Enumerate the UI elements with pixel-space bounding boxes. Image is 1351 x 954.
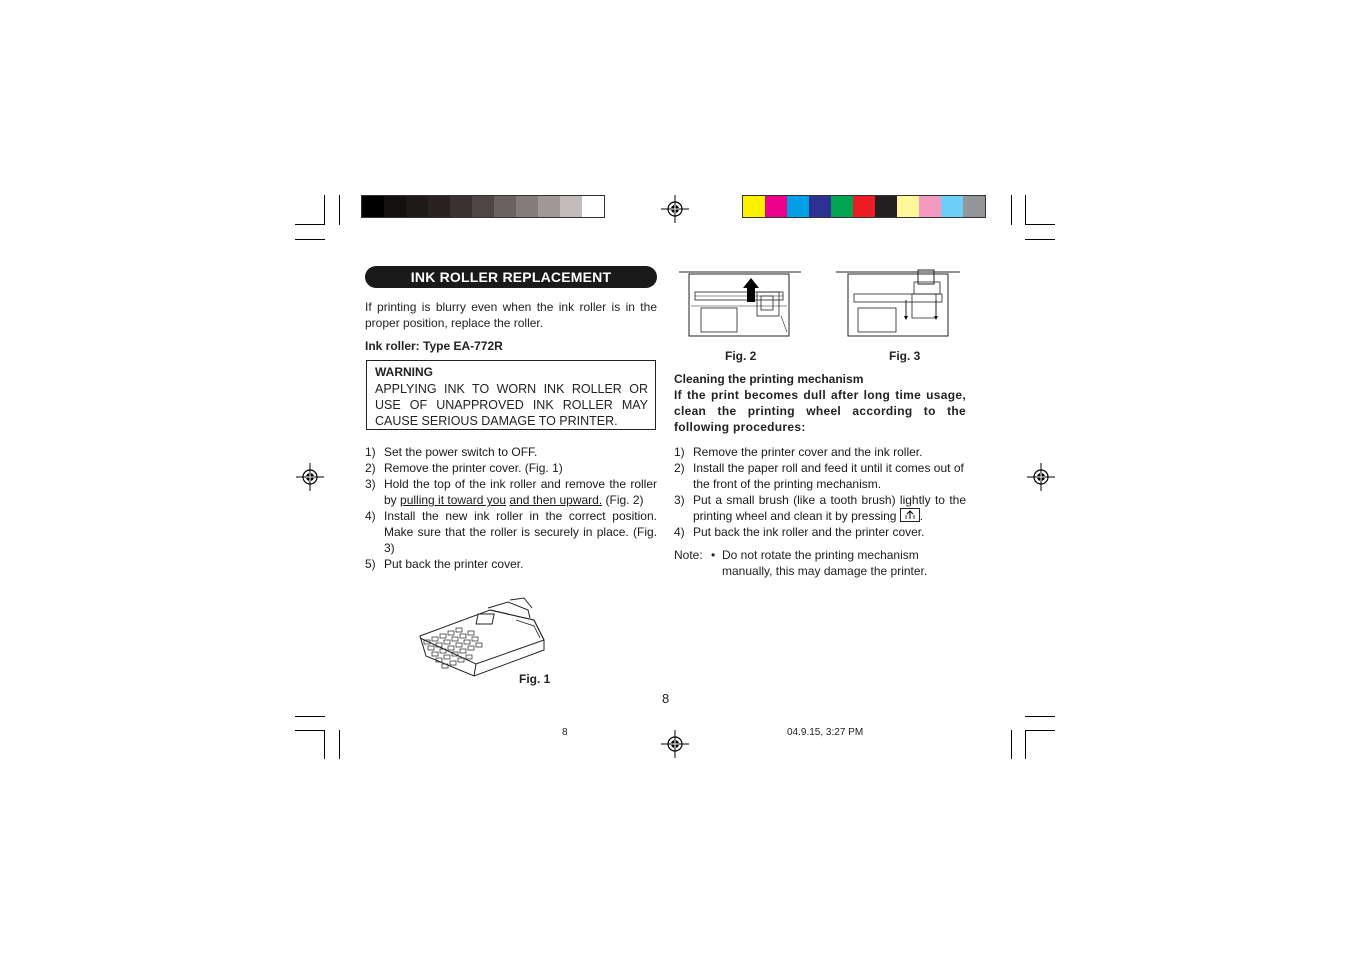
- steps-right-list: [674, 444, 966, 540]
- process-swatch-10: [941, 196, 963, 217]
- registration-mark-left-icon: [296, 463, 324, 491]
- list-item: 2) Remove the printer cover. (Fig. 1): [365, 461, 563, 475]
- gray-swatch-6: [472, 196, 494, 217]
- section-title: INK ROLLER REPLACEMENT: [365, 266, 657, 288]
- warning-body: APPLYING INK TO WORN INK ROLLER OR USE OF UNAPPROVED INK ROLLER MAY CAUSE SERIOUS DAMAGE TO PRINTER.: [375, 382, 648, 428]
- note-label: Note:: [674, 548, 703, 562]
- process-swatch-1: [743, 196, 765, 217]
- list-item: 3) Hold the top of the ink roller and remove the roller by pulling it toward you and then upward. (Fig. 2): [365, 477, 657, 507]
- note-bullet: •: [711, 548, 716, 562]
- warning-heading: WARNING: [375, 365, 433, 379]
- cleaning-heading: Cleaning the printing mechanism: [674, 372, 864, 386]
- gray-swatch-9: [538, 196, 560, 217]
- process-swatch-5: [831, 196, 853, 217]
- process-swatch-7: [875, 196, 897, 217]
- fig3-illustration: [836, 264, 960, 338]
- registration-mark-top-icon: [661, 195, 689, 223]
- gray-swatch-10: [560, 196, 582, 217]
- page-number: 8: [662, 691, 670, 706]
- fig2-illustration: [679, 266, 801, 338]
- cleaning-lead: If the print becomes dull after long time usage, clean the printing wheel according to the following procedures:: [674, 388, 966, 434]
- footer-page: 8: [562, 727, 568, 738]
- gray-swatch-11: [582, 196, 604, 217]
- ink-roller-type: Ink roller: Type EA-772R: [365, 339, 503, 353]
- gray-swatch-5: [450, 196, 472, 217]
- registration-mark-right-icon: [1027, 463, 1055, 491]
- registration-mark-bottom-icon: [661, 730, 689, 758]
- fig2-label: Fig. 2: [725, 349, 757, 363]
- gray-swatch-1: [362, 196, 384, 217]
- list-item: 1) Remove the printer cover and the ink roller.: [674, 445, 923, 459]
- footer-timestamp: 04.9.15, 3:27 PM: [787, 727, 864, 738]
- list-item: 2) Install the paper roll and feed it until it comes out of the front of the printing mechanism.: [674, 461, 964, 491]
- process-swatch-4: [809, 196, 831, 217]
- gray-swatch-2: [384, 196, 406, 217]
- list-item: 5) Put back the printer cover.: [365, 557, 524, 571]
- paper-feed-key-icon: [900, 508, 920, 522]
- list-item: 3) Put a small brush (like a tooth brush) lightly to the printing wheel and clean it by pressing .: [674, 493, 966, 523]
- process-swatch-9: [919, 196, 941, 217]
- process-color-bar: [742, 195, 986, 218]
- fig3-label: Fig. 3: [889, 349, 921, 363]
- gray-swatch-4: [428, 196, 450, 217]
- list-item: 4) Install the new ink roller in the correct position. Make sure that the roller is securely in place. (Fig. 3): [365, 509, 657, 555]
- warning-box: [366, 360, 656, 430]
- process-swatch-8: [897, 196, 919, 217]
- list-item: 4) Put back the ink roller and the printer cover.: [674, 525, 925, 539]
- process-swatch-2: [765, 196, 787, 217]
- process-swatch-11: [963, 196, 985, 217]
- intro-paragraph: If printing is blurry even when the ink roller is in the proper position, replace the roller.: [365, 300, 657, 330]
- grayscale-color-bar: [361, 195, 605, 218]
- fig1-label: Fig. 1: [519, 672, 551, 686]
- gray-swatch-3: [406, 196, 428, 217]
- note-text: Do not rotate the printing mechanism manually, this may damage the printer.: [722, 548, 928, 578]
- gray-swatch-7: [494, 196, 516, 217]
- process-swatch-6: [853, 196, 875, 217]
- gray-swatch-8: [516, 196, 538, 217]
- list-item: 1) Set the power switch to OFF.: [365, 445, 538, 459]
- steps-left-list: [365, 444, 657, 572]
- process-swatch-3: [787, 196, 809, 217]
